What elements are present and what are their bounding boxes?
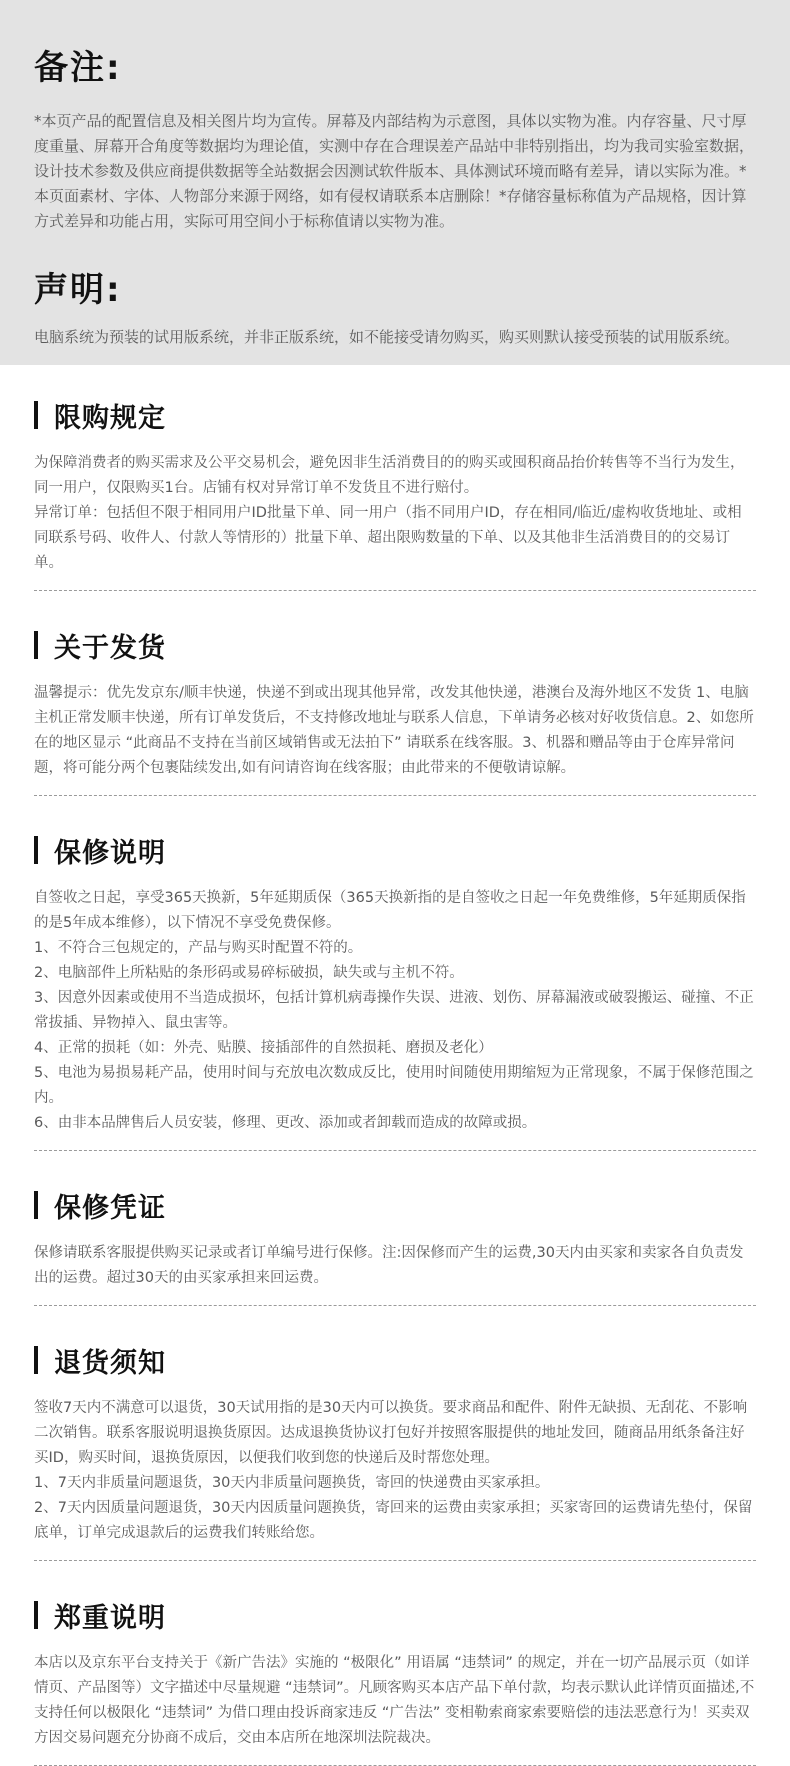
section-warranty-proof xyxy=(34,1185,756,1306)
section-title-row xyxy=(34,1595,756,1635)
section-title-row xyxy=(34,1340,756,1380)
top-notice-panel xyxy=(0,0,790,365)
statement-heading: 声明: xyxy=(34,270,122,310)
section-paragraph: 自签收之日起，享受365天换新，5年延期质保（365天换新指的是自签收之日起一年免费维修，5年延期质保指的是5年成本维修），以下情况不享受免费保修。 xyxy=(34,890,746,931)
section-title: 郑重说明 xyxy=(54,1602,166,1634)
section-title: 保修凭证 xyxy=(54,1192,166,1224)
section-paragraph: 1、不符合三包规定的，产品与购买时配置不符的。 xyxy=(34,940,363,956)
section-paragraph: 为保障消费者的购买需求及公平交易机会，避免因非生活消费目的的购买或囤积商品抬价转售等不当行为发生，同一用户，仅限购买1台。店铺有权对异常订单不发货且不进行赔付。 xyxy=(34,455,745,496)
section-paragraph: 2、7天内因质量问题退货，30天内因质量问题换货，寄回来的运费由卖家承担；买家寄回的运费请先垫付，保留底单，订单完成退款后的运费我们转账给您。 xyxy=(34,1500,753,1541)
section-warranty xyxy=(34,830,756,1151)
section-title: 关于发货 xyxy=(54,632,166,664)
section-title-row xyxy=(34,830,756,870)
section-title: 退货须知 xyxy=(54,1347,166,1379)
section-title-row xyxy=(34,1185,756,1225)
section-paragraph: 1、7天内非质量问题退货，30天内非质量问题换货，寄回的快递费由买家承担。 xyxy=(34,1475,550,1491)
policy-sections xyxy=(0,365,790,1766)
title-accent-bar xyxy=(34,631,38,659)
section-solemn-statement xyxy=(34,1595,756,1766)
title-accent-bar xyxy=(34,1346,38,1374)
title-accent-bar xyxy=(34,1601,38,1629)
section-paragraph: 本店以及京东平台支持关于《新广告法》实施的 “极限化” 用语属 “违禁词” 的规定，并在一切产品展示页（如详情页、产品图等）文字描述中尽量规避 “违禁词”。凡顾客购买本店产品下单付款，均表示默认此详情页面描述,不支持任何以极限化 “违禁词” 为借口理由投诉商家违反 “广告法” 变相勒索商家索要赔偿的违法恶意行为！买卖双方因交易问题充分协商不成后，交由本店所在地深圳法院裁决。 xyxy=(34,1655,755,1746)
section-title: 限购规定 xyxy=(54,402,166,434)
section-paragraph: 保修请联系客服提供购买记录或者订单编号进行保修。注:因保修而产生的运费,30天内由买家和卖家各自负责发出的运费。超过30天的由买家承担来回运费。 xyxy=(34,1245,744,1286)
section-purchase-limit xyxy=(34,395,756,591)
title-accent-bar xyxy=(34,401,38,429)
title-accent-bar xyxy=(34,836,38,864)
remark-heading: 备注: xyxy=(34,48,122,88)
statement-body: 电脑系统为预装的试用版系统，并非正版系统，如不能接受请勿购买，购买则默认接受预装的试用版系统。 xyxy=(34,328,740,346)
section-title-row xyxy=(34,395,756,435)
section-paragraph: 5、电池为易损易耗产品，使用时间与充放电次数成反比，使用时间随使用期缩短为正常现象，不属于保修范围之内。 xyxy=(34,1065,754,1106)
section-paragraph: 4、正常的损耗（如：外壳、贴膜、接插部件的自然损耗、磨损及老化） xyxy=(34,1040,493,1056)
section-paragraph: 2、电脑部件上所粘贴的条形码或易碎标破损，缺失或与主机不符。 xyxy=(34,965,464,981)
section-paragraph: 3、因意外因素或使用不当造成损坏，包括计算机病毒操作失误、进液、划伤、屏幕漏液或破裂搬运、碰撞、不正常拔插、异物掉入、鼠虫害等。 xyxy=(34,990,754,1031)
section-paragraph: 温馨提示：优先发京东/顺丰快递，快递不到或出现其他异常，改发其他快递，港澳台及海外地区不发货 1、电脑主机正常发顺丰快递，所有订单发货后，不支持修改地址与联系人信息，下单请务必核对好收货信息。2、如您所在的地区显示 “此商品不支持在当前区域销售或无法拍下” 请联系在线客服。3、机器和赠品等由于仓库异常问题，将可能分两个包裹陆续发出,如有问请咨询在线客服；由此带来的不便敬请谅解。 xyxy=(34,685,754,776)
section-shipping xyxy=(34,625,756,796)
section-title: 保修说明 xyxy=(54,837,166,869)
section-title-row xyxy=(34,625,756,665)
title-accent-bar xyxy=(34,1191,38,1219)
section-paragraph: 6、由非本品牌售后人员安装，修理、更改、添加或者卸载而造成的故障或损。 xyxy=(34,1115,537,1131)
remark-body: *本页产品的配置信息及相关图片均为宣传。屏幕及内部结构为示意图，具体以实物为准。内存容量、尺寸厚度重量、屏幕开合角度等数据均为理论值，实测中存在合理误差产品站中非特别指出，均为我司实验室数据，设计技术参数及供应商提供数据等全站数据会因测试软件版本、具体测试环境而略有差异，请以实际为准。*本页面素材、字体、人物部分来源于网络，如有侵权请联系本店删除！*存储容量标称值为产品规格，因计算方式差异和功能占用，实际可用空间小于标称值请以实物为准。 xyxy=(34,112,755,230)
section-returns xyxy=(34,1340,756,1561)
section-paragraph: 异常订单：包括但不限于相同用户ID批量下单、同一用户（指不同用户ID，存在相同/临近/虚构收货地址、或相同联系号码、收件人、付款人等情形的）批量下单、超出限购数量的下单、以及其他非生活消费目的的交易订单。 xyxy=(34,505,742,571)
section-paragraph: 签收7天内不满意可以退货，30天试用指的是30天内可以换货。要求商品和配件、附件无缺损、无刮花、不影响二次销售。联系客服说明退换货原因。达成退换货协议打包好并按照客服提供的地址发回，随商品用纸条备注好买ID，购买时间，退换货原因，以便我们收到您的快递后及时帮您处理。 xyxy=(34,1400,748,1466)
